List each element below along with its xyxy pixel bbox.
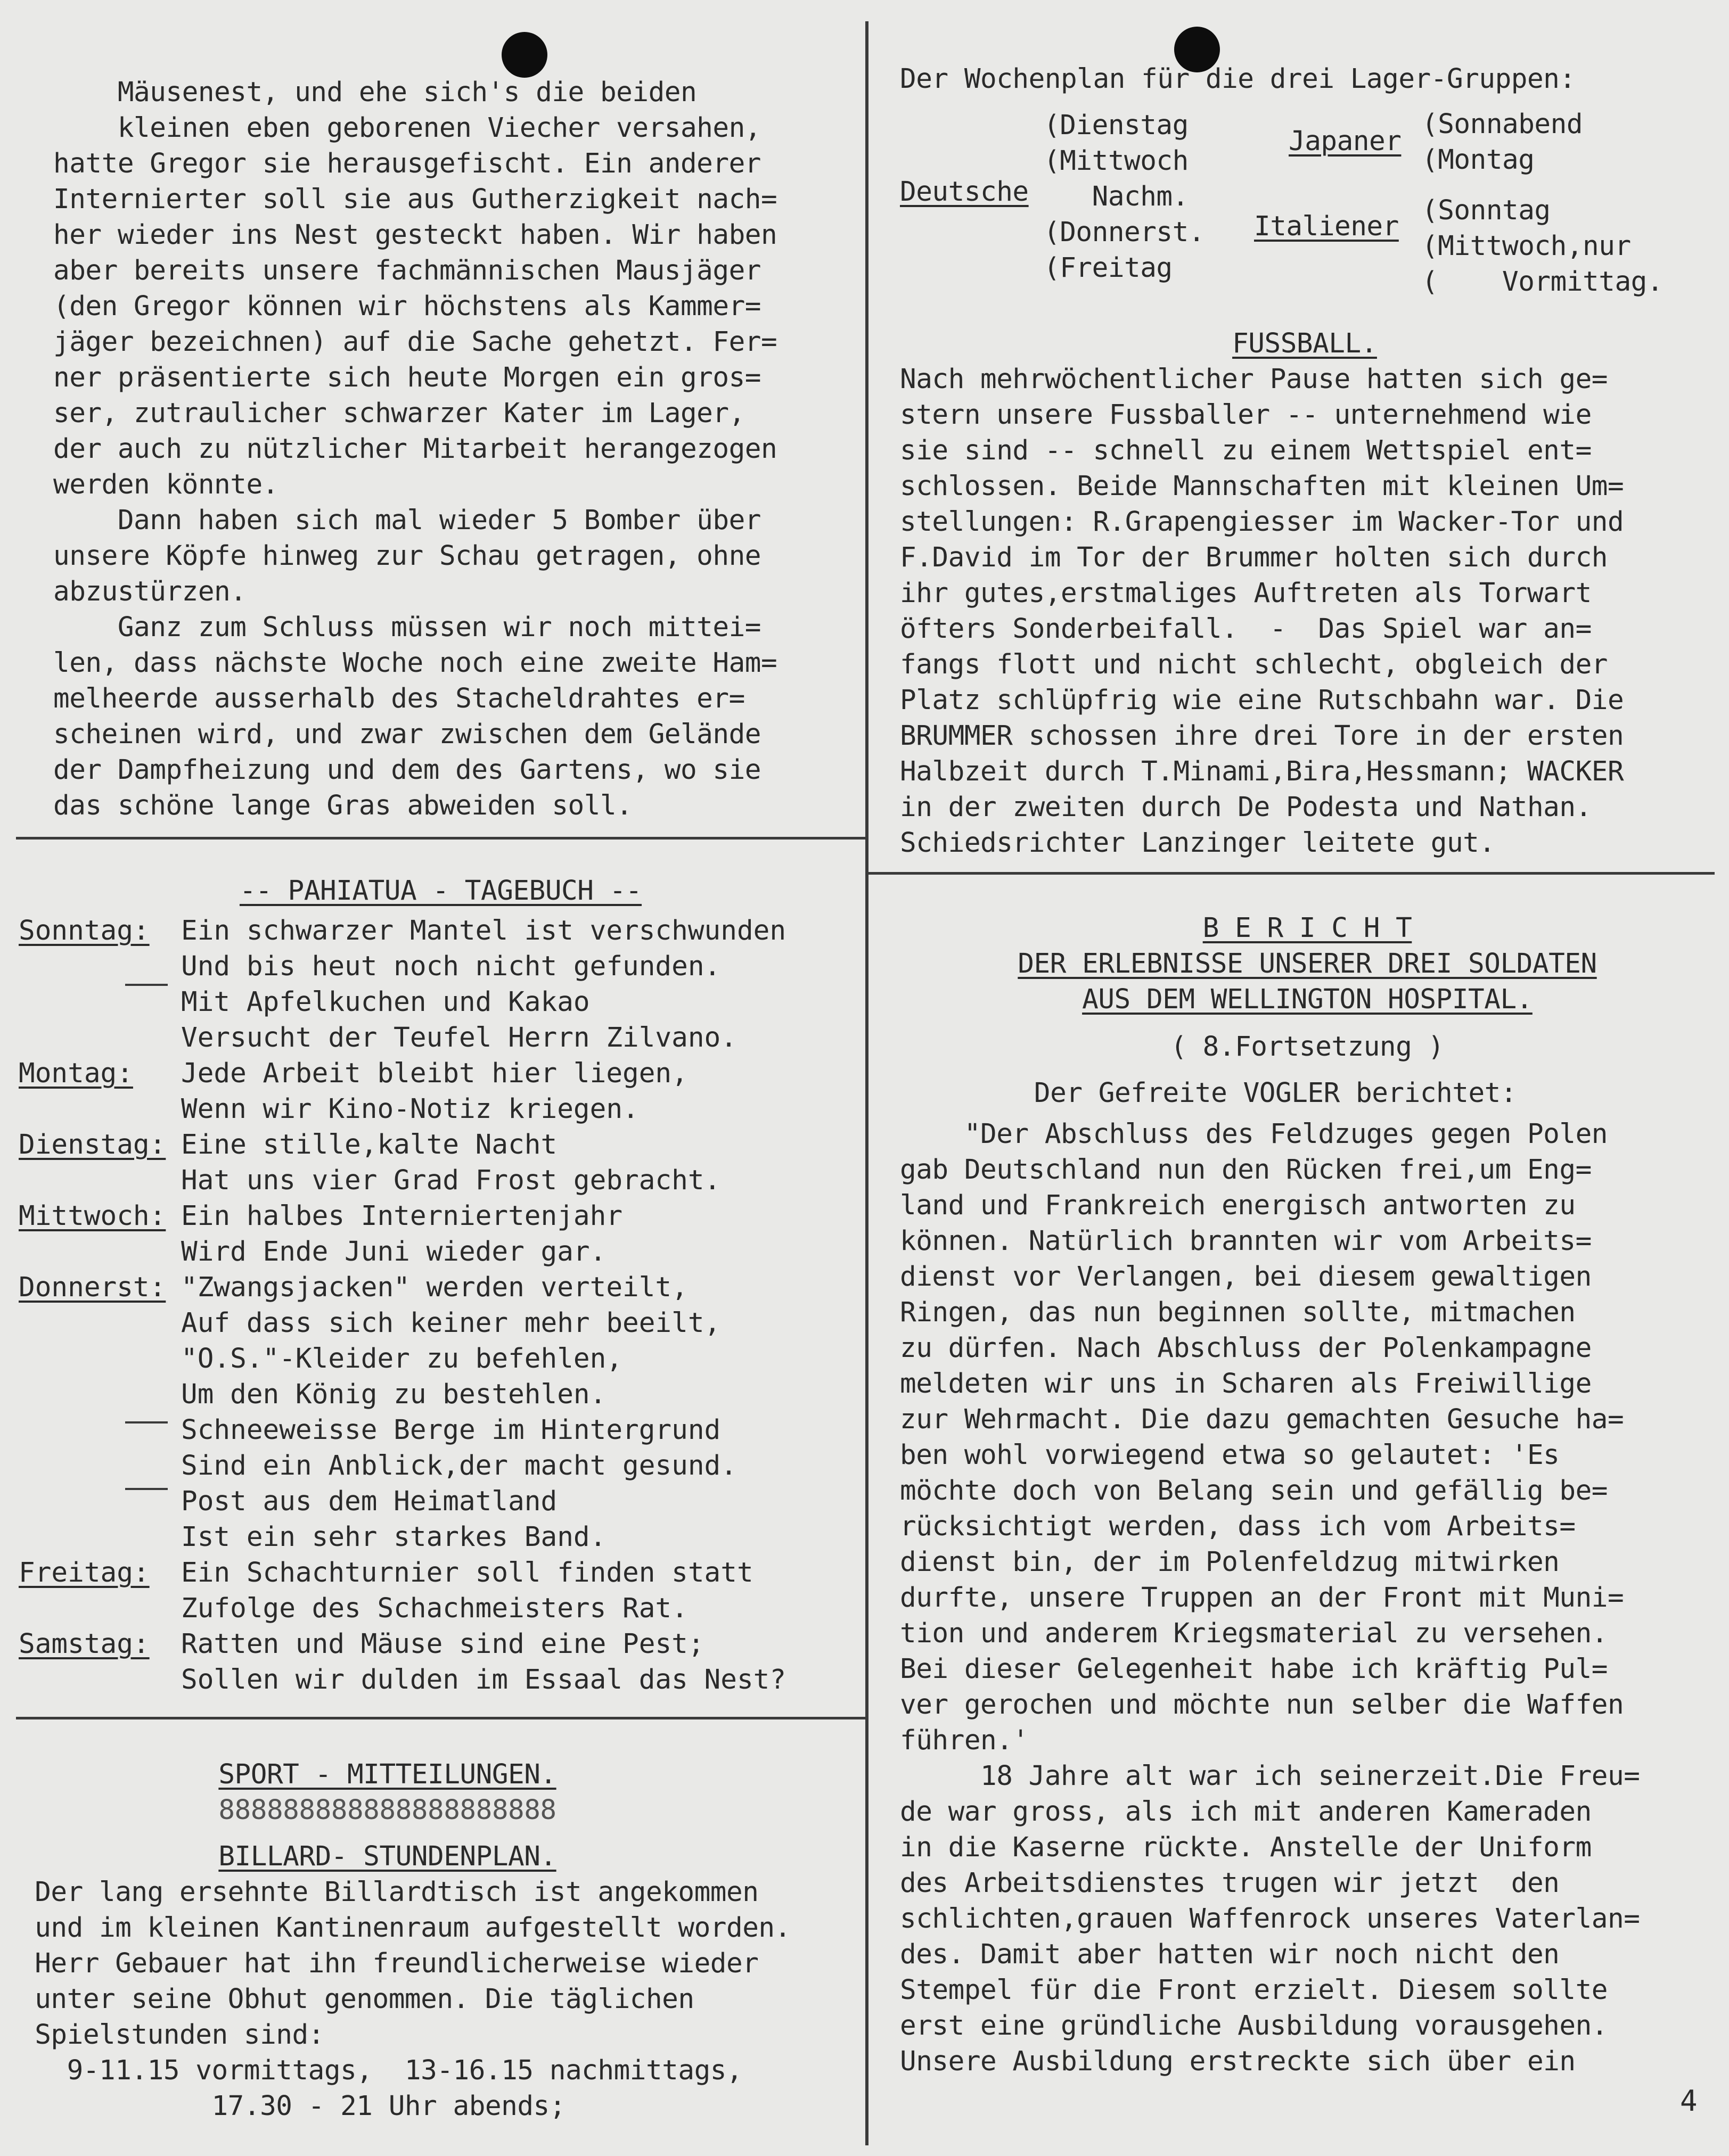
rule-left-2 (16, 1717, 865, 1719)
page-number: 4 (1680, 2084, 1698, 2118)
diary-dash (125, 984, 168, 986)
text-line: Halbzeit durch T.Minami,Bira,Hessmann; WACKER (900, 756, 1624, 787)
bericht-installment: ( 8.Fortsetzung ) (1170, 1031, 1444, 1063)
diary-dash (125, 1488, 168, 1490)
text-line: werden könnte. (53, 469, 278, 500)
sport-title-rule: 888888888888888888888 (218, 1795, 556, 1826)
billard-title: BILLARD- STUNDENPLAN. (218, 1841, 556, 1872)
text-line: hatte Gregor sie herausgefischt. Ein anderer (53, 148, 761, 179)
text-line: jäger bezeichnen) auf die Sache gehetzt. Fer= (53, 326, 777, 358)
text-line: Ganz zum Schluss müssen wir noch mittei= (53, 612, 761, 643)
text-line: meldeten wir uns in Scharen als Freiwillige (900, 1368, 1592, 1400)
diary-verse-line: "O.S."-Kleider zu befehlen, (181, 1343, 623, 1375)
diary-entry (19, 1056, 863, 1127)
diary-verse-line: Jede Arbeit bleibt hier liegen, (181, 1058, 688, 1089)
diary-verse-line: Zufolge des Schachmeisters Rat. (181, 1593, 688, 1624)
text-line: tion und anderem Kriegsmaterial zu versehen. (900, 1618, 1608, 1649)
text-line: schlichten,grauen Waffenrock unseres Vaterlan= (900, 1903, 1640, 1935)
sport-section (19, 1757, 863, 2124)
text-line: melheerde ausserhalb des Stacheldrahtes er= (53, 683, 745, 714)
diary-verse-line: Und bis heut noch nicht gefunden. (181, 951, 721, 982)
text-line: öfters Sonderbeifall. - Das Spiel war an= (900, 613, 1592, 645)
diary-verse-line: Post aus dem Heimatland (181, 1486, 558, 1517)
text-line: Ringen, das nun beginnen sollte, mitmachen (900, 1297, 1576, 1328)
text-line: Nach mehrwöchentlicher Pause hatten sich ge= (900, 364, 1608, 395)
diary-verse-line: Wenn wir Kino-Notiz kriegen. (181, 1093, 639, 1125)
deutsche-days (1044, 108, 1204, 286)
column-divider (865, 21, 868, 2145)
schedule-day: (Dienstag (1044, 110, 1189, 141)
diary-verse-line: Ist ein sehr starkes Band. (181, 1521, 607, 1553)
text-line: "Der Abschluss des Feldzuges gegen Polen (900, 1118, 1608, 1150)
text-line: stern unsere Fussballer -- unternehmend wie (900, 399, 1592, 431)
schedule-day: (Mittwoch,nur (1422, 231, 1631, 262)
text-line: de war gross, als ich mit anderen Kameraden (900, 1796, 1592, 1828)
text-line: 9-11.15 vormittags, 13-16.15 nachmittags, (19, 2055, 743, 2086)
diary-verse-line: Schneeweisse Berge im Hintergrund (181, 1414, 721, 1446)
text-line: in der zweiten durch De Podesta und Nathan. (900, 792, 1592, 823)
diary-entry (19, 1626, 863, 1698)
diary-verse-line: Ein Schachturnier soll finden statt (181, 1557, 753, 1589)
text-line: Spielstunden sind: (19, 2019, 324, 2051)
rule-left-1 (16, 837, 865, 840)
diary-verse-line: Mit Apfelkuchen und Kakao (181, 986, 590, 1018)
text-line: des. Damit aber hatten wir noch nicht den (900, 1939, 1560, 1970)
text-line: ihr gutes,erstmaliges Auftreten als Torwart (900, 578, 1592, 609)
text-line: Der lang ersehnte Billardtisch ist angekommen (19, 1877, 759, 1908)
diary-entry (19, 1555, 863, 1626)
text-line: das schöne lange Gras abweiden soll. (53, 790, 633, 821)
text-line: ben wohl vorwiegend etwa so gelautet: 'Es (900, 1439, 1560, 1471)
diary-verse-line: Sollen wir dulden im Essaal das Nest? (181, 1664, 786, 1696)
text-line: Dann haben sich mal wieder 5 Bomber über (53, 505, 761, 536)
text-line: land und Frankreich energisch antworten zu (900, 1190, 1576, 1221)
fussball-section (900, 326, 1709, 861)
diary-day: Mittwoch: (19, 1200, 166, 1232)
diary-dash (125, 1421, 168, 1423)
wochenplan-title: Der Wochenplan für die drei Lager-Gruppen: (900, 63, 1576, 95)
diary-day: Freitag: (19, 1557, 150, 1589)
text-line: schlossen. Beide Mannschaften mit kleinen Um= (900, 471, 1624, 502)
text-line: der auch zu nützlicher Mitarbeit herangezogen (53, 433, 777, 465)
fussball-lines (900, 361, 1709, 861)
italiener-days (1422, 193, 1663, 300)
text-line: können. Natürlich brannten wir vom Arbeits= (900, 1225, 1592, 1257)
schedule-day: (Sonntag (1422, 195, 1551, 226)
text-line: ner präsentierte sich heute Morgen ein gros= (53, 362, 761, 393)
left-top-article (53, 75, 857, 824)
wochenplan-section (900, 61, 1709, 310)
diary-verse-line: "Zwangsjacken" werden verteilt, (181, 1272, 688, 1303)
japaner-label: Japaner (1289, 126, 1402, 157)
text-line: stellungen: R.Grapengiesser im Wacker-Tor und (900, 506, 1624, 538)
diary-verse-line: Ein schwarzer Mantel ist verschwunden (181, 915, 786, 947)
diary-day: Sonntag: (19, 915, 150, 947)
text-line: kleinen eben geborenen Viecher versahen, (53, 112, 761, 144)
article-lines (53, 75, 857, 824)
text-line: möchte doch von Belang sein und gefällig be= (900, 1475, 1608, 1507)
text-line: Internierter soll sie aus Gutherzigkeit nach= (53, 184, 777, 215)
text-line: F.David im Tor der Brummer holten sich durch (900, 542, 1608, 573)
text-line: und im kleinen Kantinenraum aufgestellt worden. (19, 1912, 791, 1944)
text-line: dienst vor Verlangen, bei diesem gewaltigen (900, 1261, 1592, 1293)
diary-entry (19, 1127, 863, 1198)
text-line: unter seine Obhut genommen. Die täglichen (19, 1984, 694, 2015)
sport-title: SPORT - MITTEILUNGEN. (218, 1759, 556, 1790)
text-line: Bei dieser Gelegenheit habe ich kräftig Pul= (900, 1653, 1608, 1685)
schedule-day: Nachm. (1044, 181, 1189, 212)
diary-section (19, 873, 863, 1698)
text-line: durfte, unsere Truppen an der Front mit Muni= (900, 1582, 1624, 1614)
text-line: Schiedsrichter Lanzinger leitete gut. (900, 827, 1495, 859)
diary-day: Dienstag: (19, 1129, 166, 1161)
fussball-title: FUSSBALL. (1232, 328, 1377, 359)
text-line: dienst bin, der im Polenfeldzug mitwirken (900, 1546, 1560, 1578)
text-line: ver gerochen und möchte nun selber die Waffen (900, 1689, 1624, 1721)
text-line: unsere Köpfe hinweg zur Schau getragen, ohne (53, 540, 761, 572)
text-line: der Dampfheizung und dem des Gartens, wo sie (53, 754, 761, 786)
text-line: Mäusenest, und ehe sich's die beiden (53, 77, 697, 108)
bericht-lines (900, 1116, 1715, 2079)
bericht-intro: Der Gefreite VOGLER berichtet: (1034, 1077, 1517, 1109)
billard-lines (19, 1874, 863, 2124)
rule-right-1 (865, 872, 1715, 875)
text-line: ser, zutraulicher schwarzer Kater im Lager, (53, 398, 745, 429)
text-line: scheinen wird, und zwar zwischen dem Gelände (53, 719, 761, 750)
text-line: sie sind -- schnell zu einem Wettspiel ent= (900, 435, 1592, 466)
text-line: fangs flott und nicht schlecht, obgleich der (900, 649, 1608, 680)
schedule-day: (Sonnabend (1422, 109, 1583, 140)
bericht-subtitle-1: DER ERLEBNISSE UNSERER DREI SOLDATEN (1018, 948, 1597, 980)
diary-verse-line: Ratten und Mäuse sind eine Pest; (181, 1628, 704, 1660)
schedule-day: (Montag (1422, 144, 1535, 176)
text-line: her wieder ins Nest gesteckt haben. Wir haben (53, 219, 777, 251)
punch-hole-left (502, 32, 547, 78)
diary-verse-line: Wird Ende Juni wieder gar. (181, 1236, 607, 1268)
bericht-section (900, 910, 1715, 2079)
text-line: Stempel für die Front erzielt. Diesem sollte (900, 1974, 1608, 2006)
diary-day: Donnerst: (19, 1272, 166, 1303)
text-line: Unsere Ausbildung erstreckte sich über ein (900, 2046, 1576, 2077)
bericht-title: B E R I C H T (1202, 912, 1412, 944)
schedule-day: (Freitag (1044, 252, 1173, 284)
schedule-day: ( Vormittag. (1422, 266, 1664, 298)
text-line: zu dürfen. Nach Abschluss der Polenkampagne (900, 1332, 1592, 1364)
diary-day: Samstag: (19, 1628, 150, 1660)
diary-title: -- PAHIATUA - TAGEBUCH -- (239, 875, 642, 907)
diary-verse-line: Um den König zu bestehlen. (181, 1379, 607, 1410)
text-line: in die Kaserne rückte. Anstelle der Uniform (900, 1832, 1592, 1863)
diary-verse-line: Eine stille,kalte Nacht (181, 1129, 558, 1161)
text-line: gab Deutschland nun den Rücken frei,um Eng= (900, 1154, 1592, 1186)
diary-day: Montag: (19, 1058, 133, 1089)
schedule-day: (Mittwoch (1044, 145, 1189, 177)
text-line: führen.' (900, 1725, 1029, 1756)
text-line: 18 Jahre alt war ich seinerzeit.Die Freu= (900, 1760, 1640, 1792)
diary-verse-line: Auf dass sich keiner mehr beeilt, (181, 1307, 721, 1339)
text-line: erst eine gründliche Ausbildung vorausgehen. (900, 2010, 1608, 2042)
text-line: zur Wehrmacht. Die dazu gemachten Gesuche ha= (900, 1404, 1624, 1435)
text-line: len, dass nächste Woche noch eine zweite Ham= (53, 647, 777, 679)
text-line: BRUMMER schossen ihre drei Tore in der ersten (900, 720, 1624, 752)
bericht-subtitle-2: AUS DEM WELLINGTON HOSPITAL. (1082, 984, 1533, 1015)
text-line: Platz schlüpfrig wie eine Rutschbahn war. Die (900, 685, 1624, 716)
diary-entries (19, 913, 863, 1698)
deutsche-label: Deutsche (900, 176, 1029, 208)
text-line: aber bereits unsere fachmännischen Mausjäger (53, 255, 761, 286)
diary-verse-line: Ein halbes Interniertenjahr (181, 1200, 623, 1232)
text-line: (den Gregor können wir höchstens als Kammer= (53, 291, 761, 322)
diary-verse-line: Sind ein Anblick,der macht gesund. (181, 1450, 737, 1482)
text-line: rücksichtigt werden, dass ich vom Arbeits= (900, 1511, 1576, 1542)
text-line: 17.30 - 21 Uhr abends; (19, 2091, 566, 2122)
diary-entry (19, 1270, 863, 1555)
diary-verse-line: Versucht der Teufel Herrn Zilvano. (181, 1022, 737, 1054)
diary-verse-line: Hat uns vier Grad Frost gebracht. (181, 1165, 721, 1196)
diary-entry (19, 1198, 863, 1270)
text-line: abzustürzen. (53, 576, 247, 607)
schedule-day: (Donnerst. (1044, 217, 1205, 248)
japaner-days (1422, 106, 1583, 178)
text-line: Herr Gebauer hat ihn freundlicherweise wieder (19, 1948, 759, 1979)
italiener-label: Italiener (1254, 211, 1399, 242)
text-line: des Arbeitsdienstes trugen wir jetzt den (900, 1867, 1560, 1899)
